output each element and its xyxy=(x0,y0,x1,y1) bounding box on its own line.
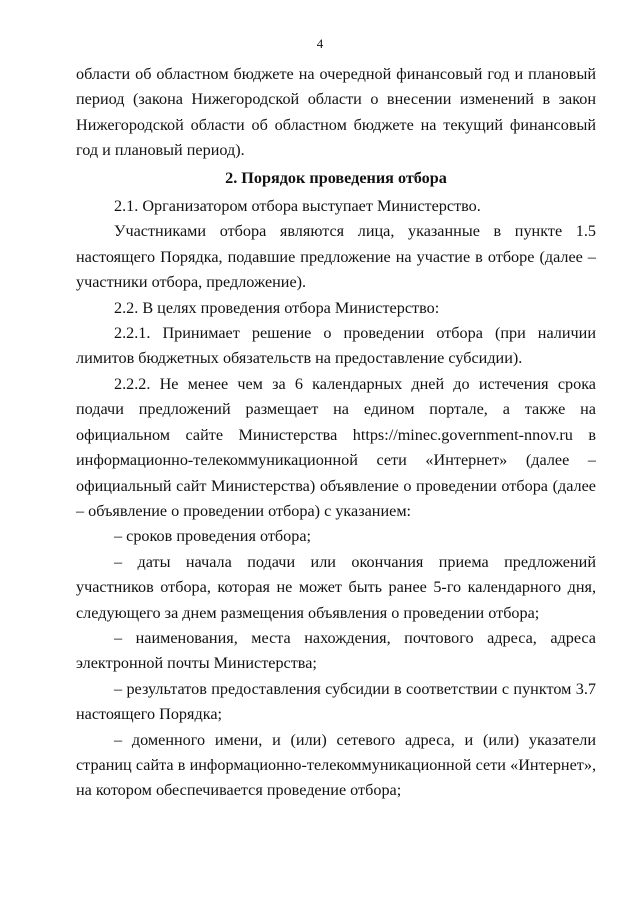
paragraph-2-1: 2.1. Организатором отбора выступает Министерство. xyxy=(114,197,481,216)
list-item-domain: – доменного имени, и (или) сетевого адреса, и (или) указатели страниц сайта в информационно-телекоммуникационной сети «Интернет», на котором обеспечивается проведение отбора; xyxy=(76,730,596,800)
list-item-dates: – даты начала подачи или окончания приема предложений участников отбора, которая не может быть ранее 5-го календарного дня, следующего за днем размещения объявления о проведении отбора; xyxy=(76,552,596,622)
paragraph-2-2-2: 2.2.2. Не менее чем за 6 календарных дней до истечения срока подачи предложений размещает на едином портале, а также на официальном сайте Министерства https://minec.government-nnov.ru в информационно-телекоммуникационной сети «Интернет» (далее – официальный сайт Министерства) объявление о проведении отбора (далее – объявление о проведении отбора) с указанием: xyxy=(76,374,596,520)
list-item-ministry-address: – наименования, места нахождения, почтового адреса, адреса электронной почты Министерства; xyxy=(76,628,596,673)
paragraph-2-2-1: 2.2.1. Принимает решение о проведении отбора (при наличии лимитов бюджетных обязательств на предоставление субсидии). xyxy=(76,324,596,368)
paragraph-2-2: 2.2. В целях проведения отбора Министерство: xyxy=(114,298,440,317)
page-number: 4 xyxy=(316,36,324,51)
document-body xyxy=(76,62,596,804)
paragraph-continuation: области об областном бюджете на очередной финансовый год и плановый период (закона Нижегородской области о внесении изменений в закон Нижегородской области об областном бюджете на текущий финансовый год и плановый период). xyxy=(76,65,596,160)
list-item-deadlines: – сроков проведения отбора; xyxy=(114,527,312,546)
section-heading: 2. Порядок проведения отбора xyxy=(225,168,447,187)
paragraph-participants: Участниками отбора являются лица, указанные в пункте 1.5 настоящего Порядка, подавшие предложение на участие в отборе (далее – участники отбора, предложение). xyxy=(76,222,596,292)
list-item-results: – результатов предоставления субсидии в соответствии с пунктом 3.7 настоящего Порядка; xyxy=(76,679,596,724)
